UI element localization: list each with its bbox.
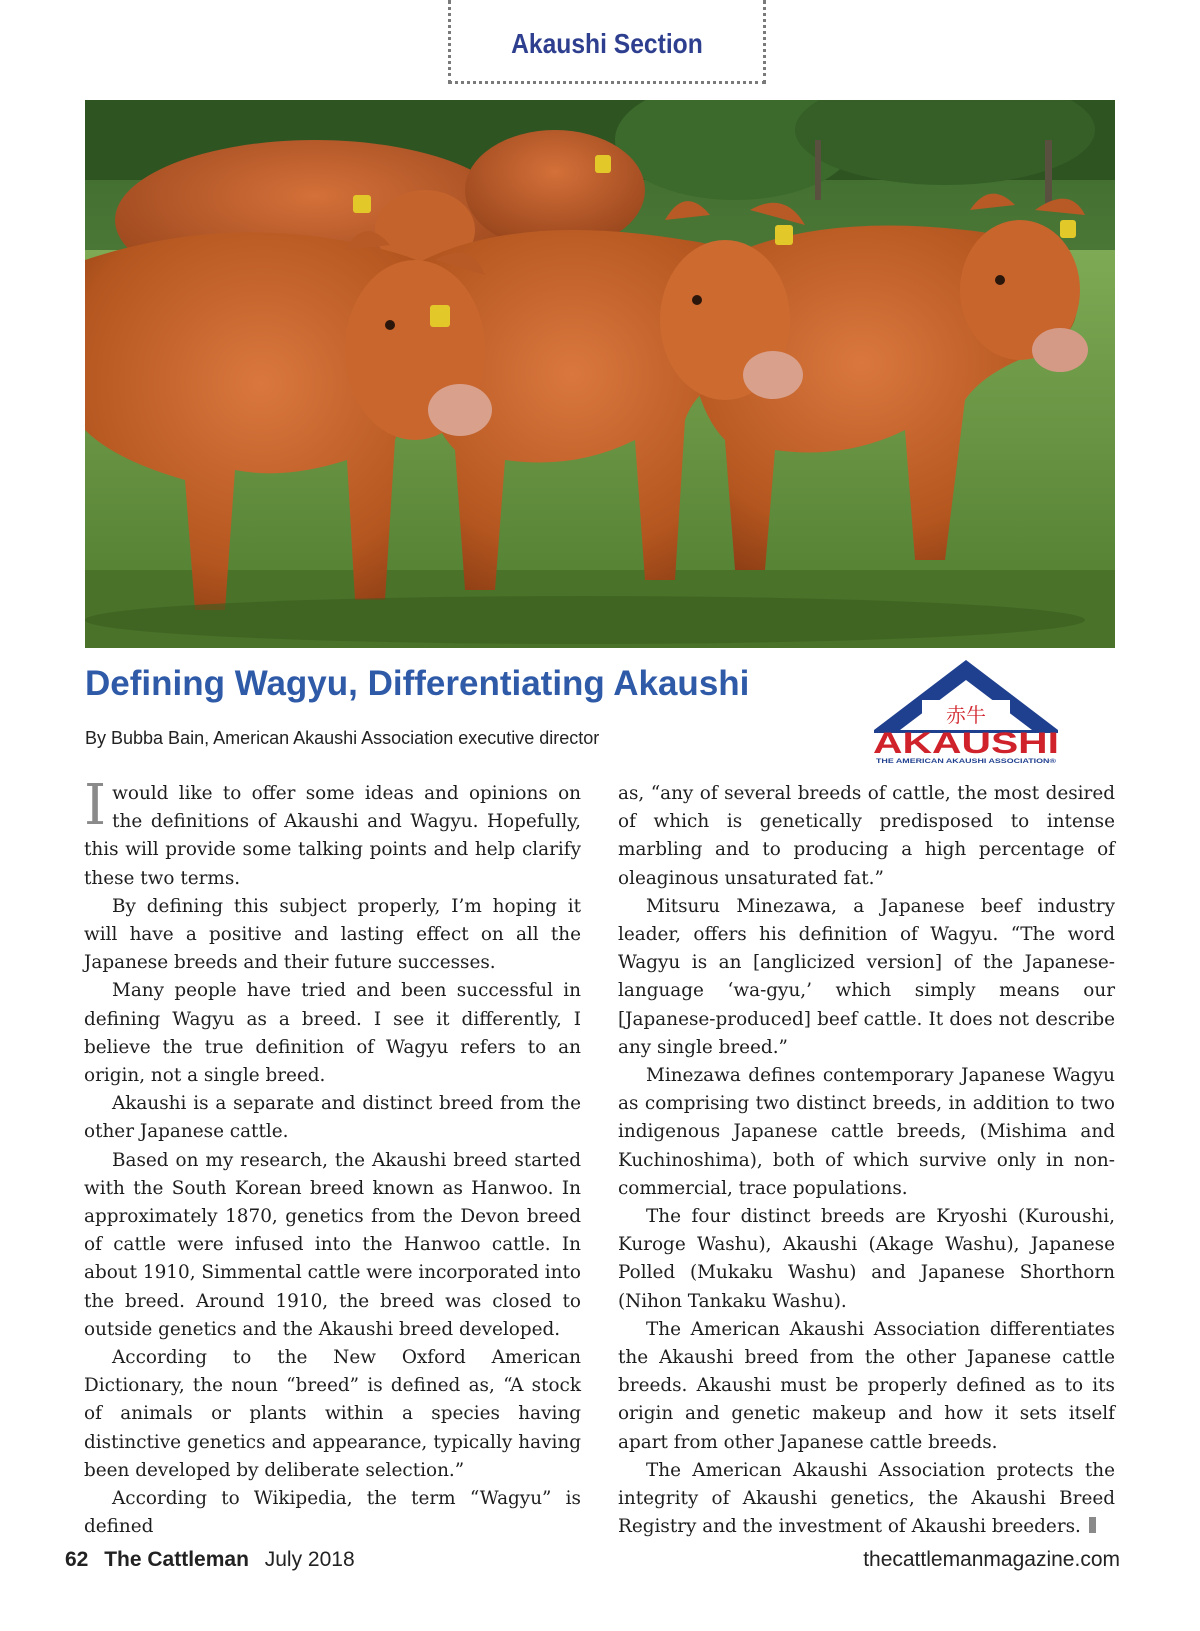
issue-date: July 2018 bbox=[264, 1548, 355, 1571]
cattle-photo bbox=[85, 100, 1115, 648]
paragraph: By defining this subject properly, I’m hoping it will have a positive and lasting effect on all the Japanese breeds and their future successes. bbox=[84, 895, 581, 974]
article-title: Defining Wagyu, Differentiating Akaushi bbox=[85, 664, 750, 703]
paragraph: Akaushi is a separate and distinct breed from the other Japanese cattle. bbox=[84, 1093, 581, 1143]
article-column-left bbox=[84, 773, 581, 1541]
section-header-box bbox=[448, 0, 766, 84]
page-number: 62 bbox=[65, 1548, 89, 1571]
paragraph: The four distinct breeds are Kryoshi (Kuroushi, Kuroge Washu), Akaushi (Akage Washu), Japanese Polled (Mukaku Washu) and Japanese Shorthorn (Nihon Tankaku Washu). bbox=[618, 1206, 1115, 1312]
magazine-name: The Cattleman bbox=[104, 1548, 249, 1571]
section-label: Akaushi Section bbox=[511, 27, 703, 59]
logo-kanji: 赤牛 bbox=[946, 703, 986, 727]
paragraph: According to the New Oxford American Dictionary, the noun “breed” is defined as, “A stock of animals or plants within a species having distinctive genetics and appearance, typically having been developed by deliberate selection.” bbox=[84, 1347, 581, 1481]
logo-tagline: THE AMERICAN AKAUSHI ASSOCIATION® bbox=[876, 758, 1008, 765]
akaushi-association-logo bbox=[866, 658, 1066, 766]
article-column-right bbox=[618, 780, 1115, 1541]
paragraph: Mitsuru Minezawa, a Japanese beef industry leader, offers his definition of Wagyu. “The word Wagyu is an [anglicized version] of the Japanese-language ‘wa-gyu,’ which simply means our [Japanese-produced] beef cattle. It does not describe any single breed.” bbox=[618, 895, 1115, 1058]
footer-website: thecattlemanmagazine.com bbox=[863, 1548, 1120, 1571]
paragraph: Minezawa defines contemporary Japanese Wagyu as comprising two distinct breeds, in addition to two indigenous Japanese cattle breeds, (Mishima and Kuchinoshima), both of which survive only in non-commercial, trace populations. bbox=[618, 1065, 1115, 1199]
paragraph: Based on my research, the Akaushi breed started with the South Korean breed known as Hanwoo. In approximately 1870, genetics from the Devon breed of cattle were infused into the Hanwoo cattle. In about 1910, Simmental cattle were incorporated into the breed. Around 1910, the breed was closed to outside genetics and the Akaushi breed developed. bbox=[84, 1149, 581, 1340]
paragraph: as, “any of several breeds of cattle, the most desired of which is genetically predisposed to intense marbling and to producing a high percentage of oleaginous unsaturated fat.” bbox=[618, 783, 1115, 889]
logo-wordmark: AKAUSHI bbox=[873, 727, 1059, 760]
drop-cap: I bbox=[84, 773, 107, 838]
end-mark bbox=[1089, 1517, 1096, 1533]
paragraph: According to Wikipedia, the term “Wagyu” is defined bbox=[84, 1488, 581, 1538]
paragraph: Many people have tried and been successful in defining Wagyu as a breed. I see it differently, I believe the true definition of Wagyu refers to an origin, not a single breed. bbox=[84, 980, 581, 1087]
footer-folio bbox=[65, 1548, 355, 1572]
paragraph: The American Akaushi Association protects the integrity of Akaushi genetics, the Akaushi Breed Registry and the investment of Akaushi breeders. bbox=[618, 1459, 1115, 1538]
paragraph: Iwould like to offer some ideas and opinions on the definitions of Akaushi and Wagyu. Hopefully, this will provide some talking points and help clarify these two terms. bbox=[84, 773, 581, 889]
article-byline: By Bubba Bain, American Akaushi Association executive director bbox=[85, 728, 600, 748]
paragraph: The American Akaushi Association differentiates the Akaushi breed from the other Japanese cattle breeds. Akaushi must be properly defined as to its origin and genetic makeup and how it sets itself apart from other Japanese cattle breeds. bbox=[618, 1318, 1115, 1453]
